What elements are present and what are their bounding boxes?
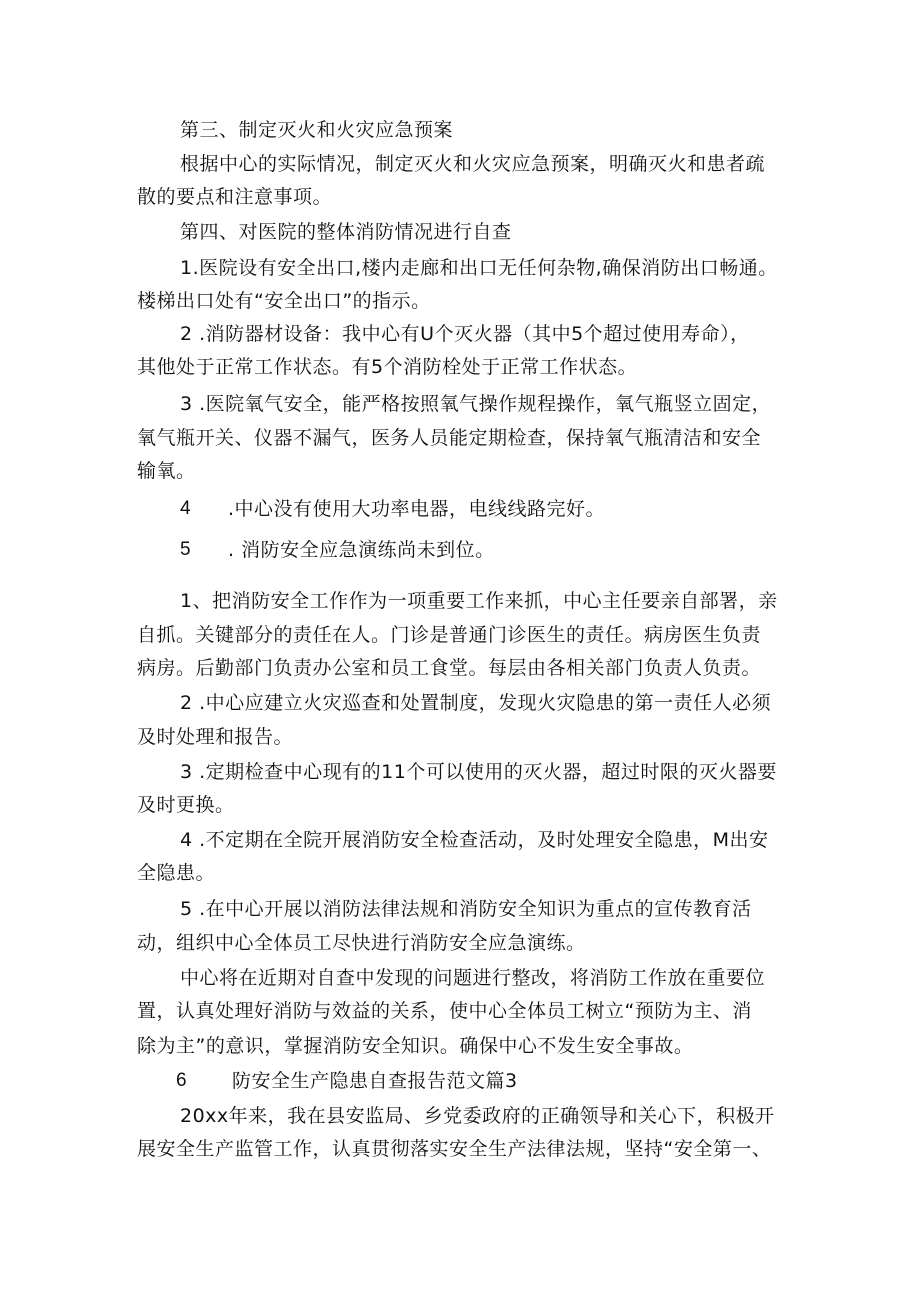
paragraph-line: 及时更换。 bbox=[137, 794, 235, 816]
paragraph-line: 氧气瓶开关、仪器不漏气，医务人员能定期检查，保持氧气瓶清洁和安全 bbox=[137, 427, 762, 449]
paragraph-line: 1.医院设有安全出口,楼内走廊和出口无任何杂物,确保消防出口畅通。 bbox=[180, 257, 778, 279]
list-number: 5 bbox=[180, 539, 191, 560]
list-number: 4 bbox=[180, 498, 191, 519]
paragraph-line: 1、把消防安全工作作为一项重要工作来抓，中心主任要亲自部署，亲 bbox=[180, 590, 778, 612]
paragraph-line: 3 .定期检查中心现有的11个可以使用的灭火器，超过时限的灭火器要 bbox=[180, 761, 777, 783]
paragraph-line: 5 .在中心开展以消防法律法规和消防安全知识为重点的宣传教育活 bbox=[180, 898, 752, 920]
list-number: 6 bbox=[176, 1070, 187, 1091]
paragraph-line: 3 .医院氧气安全，能严格按照氧气操作规程操作，氧气瓶竖立固定， bbox=[180, 393, 772, 415]
paragraph-line: .中心没有使用大功率电器，电线线路完好。 bbox=[228, 498, 606, 520]
section-heading: 第三、制定灭火和火灾应急预案 bbox=[180, 119, 454, 141]
paragraph-line: 4 .不定期在全院开展消防安全检查活动，及时处理安全隐患，M出安 bbox=[180, 829, 769, 851]
paragraph-line: 其他处于正常工作状态。有5个消防栓处于正常工作状态。 bbox=[137, 356, 638, 378]
paragraph-line: 2 .中心应建立火灾巡查和处置制度，发现火灾隐患的第一责任人必须 bbox=[180, 692, 772, 714]
paragraph-line: 根据中心的实际情况，制定灭火和火灾应急预案，明确灭火和患者疏 bbox=[180, 153, 766, 175]
paragraph-line: 楼梯出口处有“安全出口”的指示。 bbox=[137, 290, 431, 312]
paragraph-line: 除为主”的意识，掌握消防安全知识。确保中心不发生安全事故。 bbox=[137, 1035, 694, 1057]
section-heading: 第四、对医院的整体消防情况进行自查 bbox=[180, 221, 512, 243]
paragraph-line: 展安全生产监管工作，认真贯彻落实安全生产法律法规，坚持“安全第一、 bbox=[137, 1138, 772, 1160]
paragraph-line: 20xx年来，我在县安监局、乡党委政府的正确领导和关心下，积极开 bbox=[180, 1105, 775, 1127]
paragraph-line: 2 .消防器材设备：我中心有U个灭火器（其中5个超过使用寿命）， bbox=[180, 323, 750, 345]
paragraph-line: 动，组织中心全体员工尽快进行消防安全应急演练。 bbox=[137, 932, 586, 954]
paragraph-line: 散的要点和注意事项。 bbox=[137, 186, 333, 208]
paragraph-line: . 消防安全应急演练尚未到位。 bbox=[228, 539, 495, 561]
paragraph-line: 置，认真处理好消防与效益的关系，使中心全体员工树立“预防为主、消 bbox=[137, 1000, 752, 1022]
paragraph-line: 及时处理和报告。 bbox=[137, 726, 294, 748]
paragraph-line: 输氧。 bbox=[137, 460, 196, 482]
section-heading: 防安全生产隐患自查报告范文篇3 bbox=[232, 1070, 518, 1092]
paragraph-line: 中心将在近期对自查中发现的问题进行整改，将消防工作放在重要位 bbox=[180, 967, 766, 989]
paragraph-line: 病房。后勤部门负责办公室和员工食堂。每层由各相关部门负责人负责。 bbox=[137, 657, 762, 679]
paragraph-line: 全隐患。 bbox=[137, 862, 216, 884]
paragraph-line: 自抓。关键部分的责任在人。门诊是普通门诊医生的责任。病房医生负责 bbox=[137, 624, 762, 646]
